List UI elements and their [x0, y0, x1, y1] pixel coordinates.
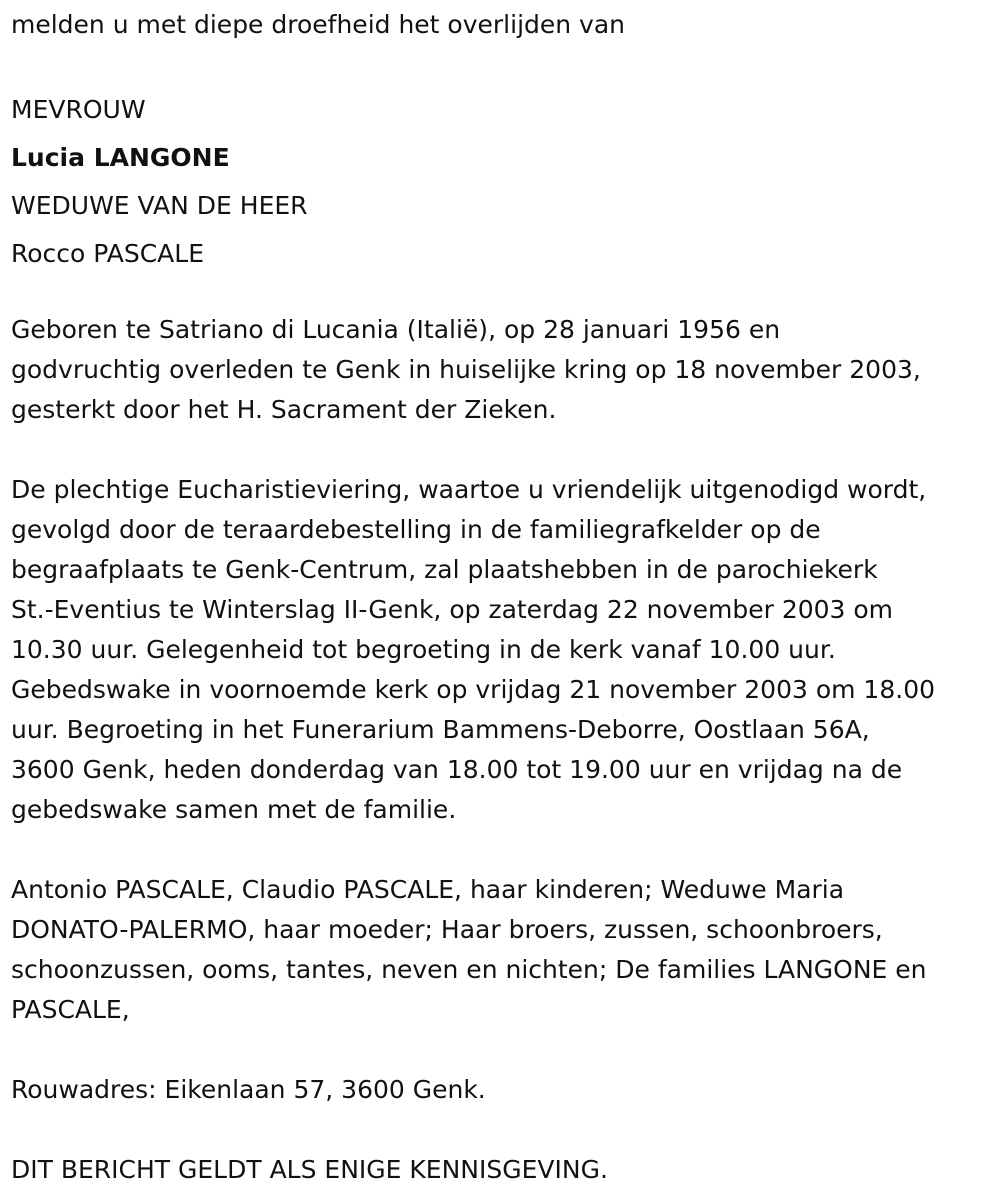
paragraph-line: begraafplaats te Genk-Centrum, zal plaatshebben in de parochiekerk [11, 555, 878, 584]
mourning-address: Rouwadres: Eikenlaan 57, 3600 Genk. [11, 1075, 486, 1104]
deceased-relation: WEDUWE VAN DE HEER [11, 191, 308, 220]
birth-death-paragraph [11, 310, 921, 430]
paragraph-line: DONATO-PALERMO, haar moeder; Haar broers, zussen, schoonbroers, [11, 915, 883, 944]
paragraph-line: 10.30 uur. Gelegenheid tot begroeting in de kerk vanaf 10.00 uur. [11, 635, 836, 664]
notice-line: DIT BERICHT GELDT ALS ENIGE KENNISGEVING. [11, 1155, 608, 1184]
spouse-name: Rocco PASCALE [11, 239, 205, 268]
paragraph-line: St.-Eventius te Winterslag II-Genk, op zaterdag 22 november 2003 om [11, 595, 894, 624]
paragraph-line: gesterkt door het H. Sacrament der Zieken. [11, 395, 557, 424]
paragraph-line: schoonzussen, ooms, tantes, neven en nichten; De families LANGONE en [11, 955, 927, 984]
deceased-name: Lucia LANGONE [11, 143, 230, 172]
intro-line: melden u met diepe droefheid het overlijden van [11, 10, 626, 39]
paragraph-line: uur. Begroeting in het Funerarium Bammens-Deborre, Oostlaan 56A, [11, 715, 870, 744]
paragraph-line: Antonio PASCALE, Claudio PASCALE, haar kinderen; Weduwe Maria [11, 875, 845, 904]
paragraph-line: De plechtige Eucharistieviering, waartoe u vriendelijk uitgenodigd wordt, [11, 475, 927, 504]
paragraph-line: PASCALE, [11, 995, 130, 1024]
paragraph-line: Geboren te Satriano di Lucania (Italië), op 28 januari 1956 en [11, 315, 781, 344]
deceased-title: MEVROUW [11, 95, 146, 124]
paragraph-line: Gebedswake in voornoemde kerk op vrijdag 21 november 2003 om 18.00 [11, 675, 935, 704]
paragraph-line: gebedswake samen met de familie. [11, 795, 457, 824]
family-paragraph [11, 870, 927, 1030]
ceremony-paragraph [11, 470, 935, 830]
deceased-block [11, 86, 308, 278]
paragraph-line: godvruchtig overleden te Genk in huiselijke kring op 18 november 2003, [11, 355, 921, 384]
paragraph-line: gevolgd door de teraardebestelling in de familiegrafkelder op de [11, 515, 821, 544]
paragraph-line: 3600 Genk, heden donderdag van 18.00 tot 19.00 uur en vrijdag na de [11, 755, 903, 784]
